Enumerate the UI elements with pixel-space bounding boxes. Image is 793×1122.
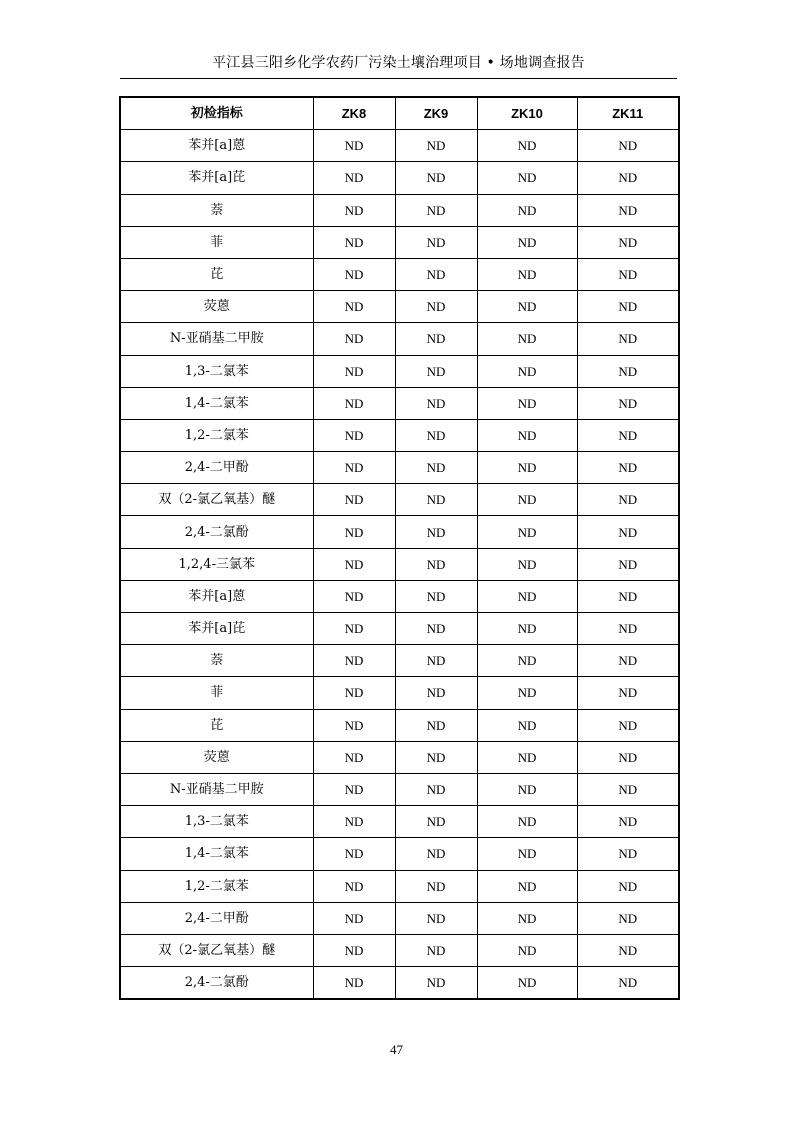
value-cell: ND	[577, 419, 679, 451]
value-cell: ND	[313, 870, 395, 902]
value-cell: ND	[577, 838, 679, 870]
value-cell: ND	[313, 452, 395, 484]
value-cell: ND	[477, 419, 577, 451]
value-cell: ND	[477, 130, 577, 162]
value-cell: ND	[477, 677, 577, 709]
column-header-zk8: ZK8	[313, 97, 395, 130]
column-header-indicator: 初检指标	[120, 97, 313, 130]
table-row	[120, 516, 679, 548]
indicator-cell: 2,4-二甲酚	[120, 452, 313, 484]
table-row	[120, 419, 679, 451]
table-row	[120, 162, 679, 194]
value-cell: ND	[395, 580, 477, 612]
value-cell: ND	[313, 645, 395, 677]
value-cell: ND	[395, 806, 477, 838]
value-cell: ND	[313, 709, 395, 741]
value-cell: ND	[577, 902, 679, 934]
indicator-cell: 苯并[a]芘	[120, 613, 313, 645]
value-cell: ND	[395, 902, 477, 934]
value-cell: ND	[477, 387, 577, 419]
value-cell: ND	[395, 548, 477, 580]
value-cell: ND	[395, 291, 477, 323]
value-cell: ND	[395, 870, 477, 902]
value-cell: ND	[313, 258, 395, 290]
value-cell: ND	[477, 226, 577, 258]
value-cell: ND	[395, 709, 477, 741]
indicator-cell: 1,2-二氯苯	[120, 419, 313, 451]
value-cell: ND	[395, 934, 477, 966]
table-row	[120, 323, 679, 355]
value-cell: ND	[395, 484, 477, 516]
value-cell: ND	[395, 613, 477, 645]
results-table	[119, 96, 680, 1000]
value-cell: ND	[477, 967, 577, 1000]
table-row	[120, 613, 679, 645]
table-row	[120, 645, 679, 677]
value-cell: ND	[577, 291, 679, 323]
table-row	[120, 677, 679, 709]
value-cell: ND	[313, 387, 395, 419]
value-cell: ND	[577, 130, 679, 162]
table-body	[120, 130, 679, 1000]
indicator-cell: 2,4-二甲酚	[120, 902, 313, 934]
value-cell: ND	[477, 484, 577, 516]
indicator-cell: 苯并[a]蒽	[120, 580, 313, 612]
header-rule	[120, 78, 677, 79]
value-cell: ND	[313, 967, 395, 1000]
column-header-zk9: ZK9	[395, 97, 477, 130]
table-row	[120, 355, 679, 387]
value-cell: ND	[477, 709, 577, 741]
value-cell: ND	[395, 645, 477, 677]
table-row	[120, 548, 679, 580]
value-cell: ND	[577, 194, 679, 226]
value-cell: ND	[395, 194, 477, 226]
indicator-cell: 萘	[120, 194, 313, 226]
indicator-cell: N-亚硝基二甲胺	[120, 323, 313, 355]
value-cell: ND	[577, 967, 679, 1000]
value-cell: ND	[577, 323, 679, 355]
value-cell: ND	[395, 967, 477, 1000]
value-cell: ND	[395, 516, 477, 548]
value-cell: ND	[313, 773, 395, 805]
value-cell: ND	[313, 291, 395, 323]
value-cell: ND	[577, 484, 679, 516]
value-cell: ND	[577, 162, 679, 194]
value-cell: ND	[313, 323, 395, 355]
value-cell: ND	[477, 323, 577, 355]
table-row	[120, 226, 679, 258]
value-cell: ND	[313, 741, 395, 773]
value-cell: ND	[395, 452, 477, 484]
indicator-cell: 1,3-二氯苯	[120, 806, 313, 838]
value-cell: ND	[577, 516, 679, 548]
value-cell: ND	[477, 934, 577, 966]
value-cell: ND	[577, 452, 679, 484]
value-cell: ND	[477, 741, 577, 773]
value-cell: ND	[313, 806, 395, 838]
table-row	[120, 806, 679, 838]
value-cell: ND	[477, 194, 577, 226]
table-row	[120, 709, 679, 741]
indicator-cell: 1,4-二氯苯	[120, 838, 313, 870]
table-row	[120, 934, 679, 966]
table-row	[120, 902, 679, 934]
value-cell: ND	[395, 387, 477, 419]
page-header-title: 平江县三阳乡化学农药厂污染土壤治理项目 • 场地调查报告	[212, 55, 585, 71]
value-cell: ND	[577, 387, 679, 419]
value-cell: ND	[477, 645, 577, 677]
value-cell: ND	[477, 580, 577, 612]
indicator-cell: 1,2-二氯苯	[120, 870, 313, 902]
indicator-cell: 萘	[120, 645, 313, 677]
table-row	[120, 194, 679, 226]
indicator-cell: 1,2,4-三氯苯	[120, 548, 313, 580]
value-cell: ND	[477, 838, 577, 870]
column-header-zk10: ZK10	[477, 97, 577, 130]
indicator-cell: 菲	[120, 677, 313, 709]
indicator-cell: 2,4-二氯酚	[120, 967, 313, 1000]
value-cell: ND	[477, 516, 577, 548]
value-cell: ND	[477, 773, 577, 805]
value-cell: ND	[313, 838, 395, 870]
value-cell: ND	[477, 902, 577, 934]
indicator-cell: 芘	[120, 258, 313, 290]
value-cell: ND	[313, 516, 395, 548]
table-row	[120, 580, 679, 612]
table-row	[120, 484, 679, 516]
value-cell: ND	[577, 870, 679, 902]
value-cell: ND	[477, 806, 577, 838]
value-cell: ND	[477, 870, 577, 902]
table-row	[120, 130, 679, 162]
indicator-cell: 菲	[120, 226, 313, 258]
indicator-cell: 芘	[120, 709, 313, 741]
value-cell: ND	[395, 355, 477, 387]
value-cell: ND	[313, 162, 395, 194]
value-cell: ND	[477, 355, 577, 387]
value-cell: ND	[313, 548, 395, 580]
value-cell: ND	[395, 773, 477, 805]
value-cell: ND	[395, 226, 477, 258]
value-cell: ND	[477, 291, 577, 323]
value-cell: ND	[313, 194, 395, 226]
value-cell: ND	[313, 902, 395, 934]
value-cell: ND	[395, 130, 477, 162]
value-cell: ND	[477, 258, 577, 290]
value-cell: ND	[477, 452, 577, 484]
value-cell: ND	[577, 355, 679, 387]
table-row	[120, 291, 679, 323]
indicator-cell: 双（2-氯乙氧基）醚	[120, 934, 313, 966]
value-cell: ND	[395, 258, 477, 290]
indicator-cell: 荧蒽	[120, 291, 313, 323]
value-cell: ND	[577, 548, 679, 580]
value-cell: ND	[477, 613, 577, 645]
value-cell: ND	[577, 934, 679, 966]
value-cell: ND	[313, 613, 395, 645]
table-row	[120, 870, 679, 902]
value-cell: ND	[577, 709, 679, 741]
table-header-row	[120, 97, 679, 130]
value-cell: ND	[313, 226, 395, 258]
table-row	[120, 741, 679, 773]
value-cell: ND	[577, 258, 679, 290]
value-cell: ND	[313, 934, 395, 966]
value-cell: ND	[313, 677, 395, 709]
indicator-cell: 苯并[a]蒽	[120, 130, 313, 162]
table-row	[120, 967, 679, 1000]
value-cell: ND	[577, 741, 679, 773]
table-row	[120, 387, 679, 419]
value-cell: ND	[313, 355, 395, 387]
value-cell: ND	[577, 645, 679, 677]
value-cell: ND	[313, 130, 395, 162]
indicator-cell: 双（2-氯乙氧基）醚	[120, 484, 313, 516]
value-cell: ND	[577, 677, 679, 709]
value-cell: ND	[313, 580, 395, 612]
value-cell: ND	[313, 484, 395, 516]
value-cell: ND	[477, 548, 577, 580]
indicator-cell: 荧蒽	[120, 741, 313, 773]
table-row	[120, 838, 679, 870]
value-cell: ND	[313, 419, 395, 451]
value-cell: ND	[395, 741, 477, 773]
value-cell: ND	[577, 773, 679, 805]
indicator-cell: 1,4-二氯苯	[120, 387, 313, 419]
value-cell: ND	[477, 162, 577, 194]
indicator-cell: 1,3-二氯苯	[120, 355, 313, 387]
value-cell: ND	[577, 580, 679, 612]
value-cell: ND	[395, 677, 477, 709]
value-cell: ND	[395, 838, 477, 870]
indicator-cell: 苯并[a]芘	[120, 162, 313, 194]
column-header-zk11: ZK11	[577, 97, 679, 130]
page-number: 47	[390, 1042, 403, 1057]
value-cell: ND	[395, 419, 477, 451]
table-row	[120, 773, 679, 805]
value-cell: ND	[577, 226, 679, 258]
value-cell: ND	[395, 323, 477, 355]
indicator-cell: N-亚硝基二甲胺	[120, 773, 313, 805]
table-row	[120, 258, 679, 290]
table-row	[120, 452, 679, 484]
value-cell: ND	[577, 613, 679, 645]
indicator-cell: 2,4-二氯酚	[120, 516, 313, 548]
value-cell: ND	[395, 162, 477, 194]
value-cell: ND	[577, 806, 679, 838]
